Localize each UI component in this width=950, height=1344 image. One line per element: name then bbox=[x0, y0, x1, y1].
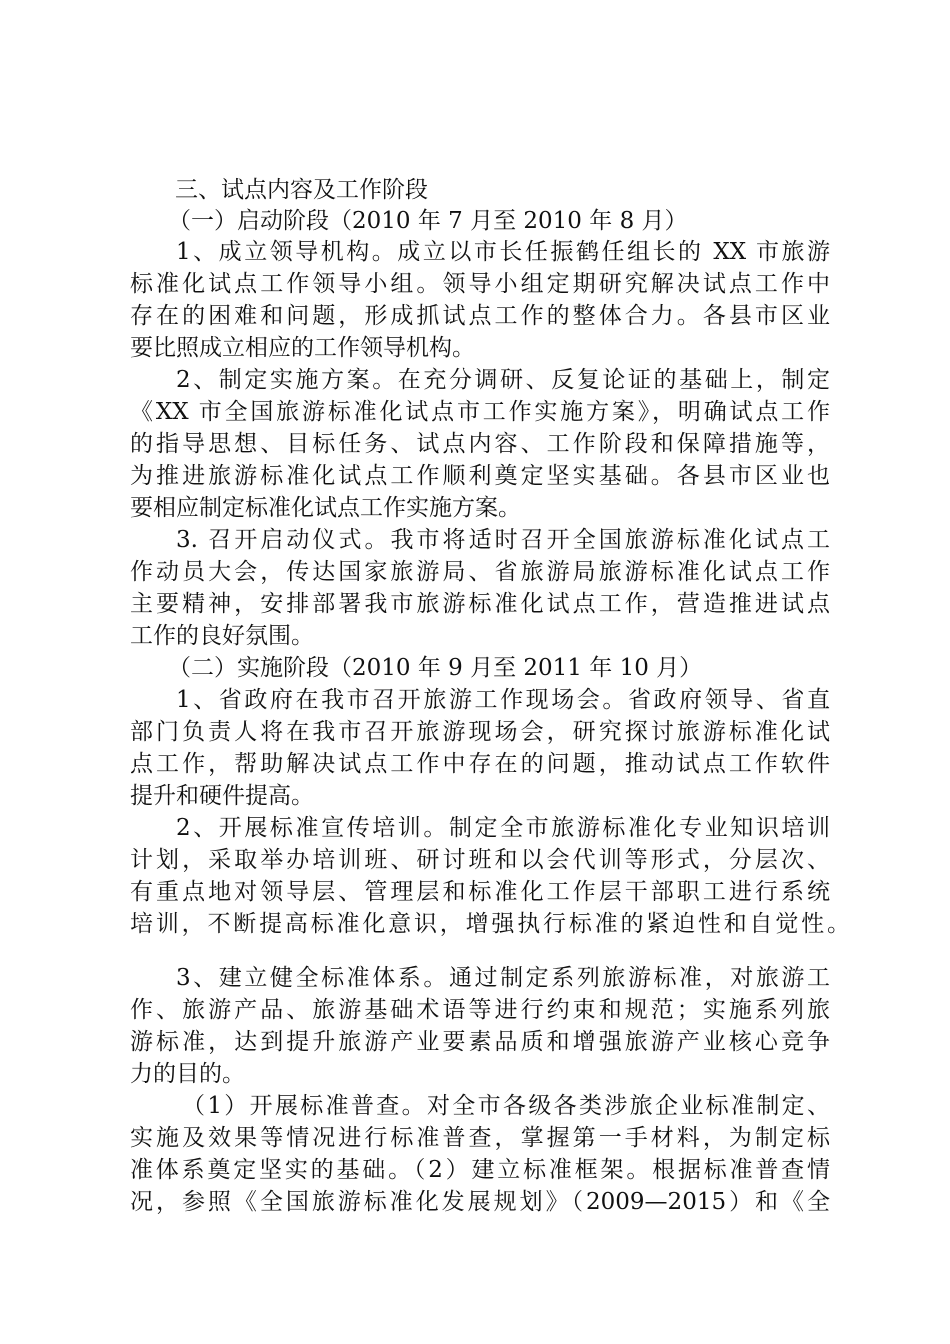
paragraph-line: 工作的良好氛围。 bbox=[130, 623, 314, 649]
stage-one-heading: （一）启动阶段（2010 年 7 月至 2010 年 8 月） bbox=[168, 208, 688, 234]
paragraph-line: 作、旅游产品、旅游基础术语等进行约束和规范；实施系列旅 bbox=[130, 997, 830, 1023]
paragraph-line: 存在的困难和问题，形成抓试点工作的整体合力。各县市区业 bbox=[130, 303, 830, 329]
paragraph-line: 作动员大会，传达国家旅游局、省旅游局旅游标准化试点工作 bbox=[130, 559, 830, 585]
paragraph-line: 为推进旅游标准化试点工作顺利奠定坚实基础。各县市区业也 bbox=[130, 463, 830, 489]
paragraph-line: 1、省政府在我市召开旅游工作现场会。省政府领导、省直 bbox=[176, 687, 830, 713]
paragraph-line: 实施及效果等情况进行标准普查，掌握第一手材料，为制定标 bbox=[130, 1125, 830, 1151]
paragraph-line: 《XX 市全国旅游标准化试点市工作实施方案》，明确试点工作 bbox=[130, 399, 830, 425]
paragraph-line: 2、开展标准宣传培训。制定全市旅游标准化专业知识培训 bbox=[176, 815, 830, 841]
paragraph-line: 有重点地对领导层、管理层和标准化工作层干部职工进行系统 bbox=[130, 879, 830, 905]
section-heading: 三、试点内容及工作阶段 bbox=[175, 177, 428, 203]
paragraph-line: （1）开展标准普查。对全市各级各类涉旅企业标准制定、 bbox=[182, 1093, 830, 1119]
paragraph-line: 标准化试点工作领导小组。领导小组定期研究解决试点工作中 bbox=[130, 271, 830, 297]
paragraph-line: 3、建立健全标准体系。通过制定系列旅游标准，对旅游工 bbox=[176, 965, 830, 991]
paragraph-line: 要比照成立相应的工作领导机构。 bbox=[130, 335, 475, 361]
paragraph-line: 提升和硬件提高。 bbox=[130, 783, 314, 809]
stage-two-heading: （二）实施阶段（2010 年 9 月至 2011 年 10 月） bbox=[168, 655, 703, 681]
paragraph-line: 准体系奠定坚实的基础。（2）建立标准框架。根据标准普查情 bbox=[130, 1157, 830, 1183]
paragraph-line: 力的目的。 bbox=[130, 1061, 245, 1087]
paragraph-line: 2、制定实施方案。在充分调研、反复论证的基础上，制定 bbox=[176, 367, 830, 393]
paragraph-line: 游标准，达到提升旅游产业要素品质和增强旅游产业核心竞争 bbox=[130, 1029, 830, 1055]
paragraph-line: 1、成立领导机构。成立以市长任振鹤任组长的 XX 市旅游 bbox=[176, 239, 830, 265]
paragraph-line: 要相应制定标准化试点工作实施方案。 bbox=[130, 495, 521, 521]
paragraph-line: 部门负责人将在我市召开旅游现场会，研究探讨旅游标准化试 bbox=[130, 719, 830, 745]
paragraph-line: 3. 召开启动仪式。我市将适时召开全国旅游标准化试点工 bbox=[176, 527, 830, 553]
paragraph-line: 主要精神，安排部署我市旅游标准化试点工作，营造推进试点 bbox=[130, 591, 830, 617]
paragraph-line: 的指导思想、目标任务、试点内容、工作阶段和保障措施等， bbox=[130, 431, 830, 457]
paragraph-line: 况，参照《全国旅游标准化发展规划》（2009—2015）和《全 bbox=[130, 1189, 830, 1215]
paragraph-line: 计划，采取举办培训班、研讨班和以会代训等形式，分层次、 bbox=[130, 847, 830, 873]
paragraph-line: 培训，不断提高标准化意识，增强执行标准的紧迫性和自觉性。 bbox=[130, 911, 850, 937]
paragraph-line: 点工作，帮助解决试点工作中存在的问题，推动试点工作软件 bbox=[130, 751, 830, 777]
